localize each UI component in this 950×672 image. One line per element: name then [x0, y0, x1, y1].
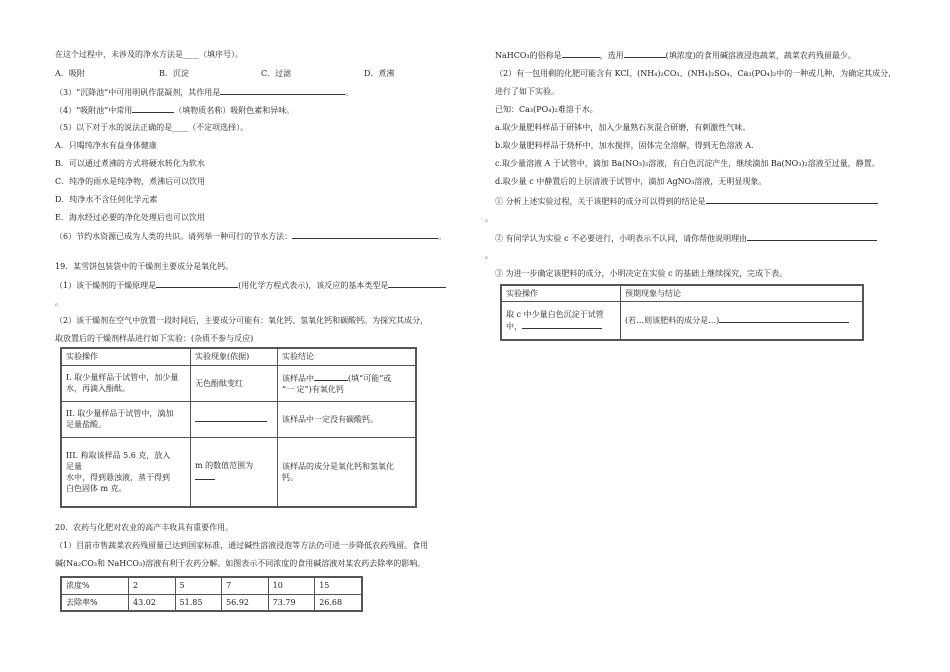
- cell-line: I. 取少量样品于试管中，加少量: [66, 373, 179, 382]
- q19-part1: [55, 279, 446, 291]
- q20-part1-line1: （1）目前市售蔬菜农药残留量已达到国家标准，通过碱性溶液浸泡等方法仍可进一步降低农药残留。食用: [55, 541, 429, 550]
- q20-step-c: c.取少量溶液 A 于试管中，滴加 Ba(NO₃)₂溶液，有白色沉淀产生，继续滴加 Ba(NO₃)₂溶液至过量，静置。: [495, 159, 880, 168]
- cell-text: 该样品中: [282, 373, 314, 383]
- table-row: [61, 365, 416, 401]
- q18-option-a: A．吸附: [55, 69, 85, 78]
- q20-step-b: b.取少量肥料样品于烧杯中，加水搅拌，固体完全溶解，得到无色溶液 A.: [495, 141, 754, 150]
- cell-line: “一 定”)有氧化钙: [282, 384, 344, 394]
- q20-text: (填浓度)的食用碱溶液浸泡蔬菜，蔬菜农药残留最少。: [665, 51, 856, 60]
- blank-field[interactable]: [719, 314, 849, 323]
- table-row: [61, 594, 362, 611]
- table-cell: [621, 302, 864, 340]
- q19-part1-text: （1）该干燥剂的干燥原理是: [55, 281, 157, 290]
- q18-part5-choice-a: A．只喝纯净水有益身体健康: [55, 141, 157, 150]
- cell-text: 中，: [506, 321, 522, 331]
- blank-field[interactable]: [156, 279, 238, 288]
- q20-fertilizer-table: [500, 284, 864, 341]
- table-cell: 无色酚酞变红: [191, 365, 278, 401]
- q19-experiment-table: [60, 347, 417, 508]
- table-cell: 5: [175, 577, 222, 594]
- q20-concentration-table: [60, 576, 363, 612]
- cell-line: 该样品的成分是氧化钙和氢氧化: [282, 461, 394, 471]
- cell-line: 足量盐酸。: [66, 420, 106, 429]
- q20-question-1: [495, 195, 878, 207]
- blank-field[interactable]: [624, 49, 666, 58]
- cell-line: III. 称取该样品 5.6 克，放入: [66, 450, 171, 460]
- blank-field[interactable]: [292, 230, 438, 239]
- table-header-row: [501, 285, 863, 302]
- q18-part5-choice-d: D．纯净水不含任何化学元素: [55, 195, 158, 204]
- cell-line: 取 c 中少量白色沉淀于试管: [506, 309, 604, 319]
- table-cell: 7: [222, 577, 269, 594]
- q20-step-d: d.取少量 c 中静置后的上层清液于试管中，滴加 AgNO₃溶液，无明显现象。: [495, 177, 767, 186]
- table-cell: [278, 365, 417, 401]
- table-row: [501, 302, 863, 340]
- q20-part1-line2: 碱(Na₂CO₃和 NaHCO₃)溶液有利于农药分解。如图表示不同浓度的食用碱溶液对某农药去除率的影响。: [55, 559, 426, 568]
- q18-part3-text: （3）“沉降池”中可用明矾作混凝剂，其作用是: [55, 88, 221, 97]
- blank-field[interactable]: [706, 195, 878, 204]
- cell-line: 钙。: [282, 472, 298, 482]
- q20-known: 已知：Ca₃(PO₄)₂难溶于水。: [495, 105, 598, 114]
- blank-field[interactable]: [314, 372, 348, 381]
- cell-line: 足量: [66, 461, 82, 471]
- q20-question-2: [495, 232, 877, 244]
- q20-step-a: a.取少量肥料样品于研钵中，加入少量熟石灰混合研磨，有刺激性气味。: [495, 123, 751, 132]
- q18-part5-choice-b: B．可以通过煮沸的方式将硬水转化为软水: [55, 159, 205, 168]
- q19-part1-text-mid: (用化学方程式表示)，该反应的基本类型是: [238, 281, 389, 290]
- period: 。: [438, 232, 447, 241]
- table-cell: 该样品中一定没有碳酸钙。: [278, 401, 417, 437]
- q18-option-d: D．煮沸: [364, 69, 395, 78]
- cell-line: 白色固体 m 克。: [66, 483, 127, 493]
- q18-part5-choice-c: C．纯净的雨水是纯净物，煮沸后可以饮用: [55, 177, 206, 186]
- q18-option-c: C．过滤: [261, 69, 292, 78]
- blank-field[interactable]: [195, 413, 267, 422]
- q20-text: NaHCO₃的俗称是: [495, 51, 562, 60]
- q20-q2-text: ② 有同学认为实验 c 不必要进行，小明表示不认同，请你帮他说明理由: [495, 234, 748, 243]
- q19-part1-end: 。: [55, 298, 63, 307]
- q20-question-3: ③ 为进一步确定该肥料的成分，小明决定在实验 c 的基础上继续探究，完成下表。: [495, 269, 788, 278]
- table-cell: 10: [268, 577, 315, 594]
- table-cell: 73.79: [268, 594, 315, 611]
- q18-part4: [55, 104, 294, 116]
- blank-field[interactable]: [132, 104, 174, 113]
- q18-part6: [55, 230, 446, 242]
- table-header-cell: 实验操作: [61, 348, 191, 365]
- cell-text: (若…则该肥料的成分是…): [625, 316, 720, 326]
- q18-part5-choice-e: E．海水经过必要的净化处理后也可以饮用: [55, 213, 205, 222]
- q18-option-b: B．沉淀: [159, 69, 189, 78]
- table-cell: [61, 437, 191, 507]
- table-cell: 去除率%: [61, 594, 129, 611]
- cell-text: m 的数值范围为: [195, 461, 254, 471]
- q19-part2-line1: （2）该干燥剂在空气中放置一段时间后，主要成分可能有：氧化钙、氢氧化钙和碳酸钙。为探究其成分，: [55, 316, 429, 325]
- table-cell: [278, 437, 417, 507]
- table-header-cell: 实验现象(依据): [191, 348, 278, 365]
- table-header-row: [61, 348, 416, 365]
- q20-nahco3-line: [495, 49, 856, 61]
- q20-text: ，选用: [599, 51, 624, 60]
- table-cell: 56.92: [222, 594, 269, 611]
- q18-part4-text-end: （填物质名称）吸附色素和异味。: [174, 106, 295, 115]
- blank-field[interactable]: [522, 320, 602, 329]
- table-cell: [61, 365, 191, 401]
- blank-field[interactable]: [747, 232, 877, 241]
- period: 。: [345, 88, 354, 97]
- blank-field[interactable]: [195, 471, 215, 480]
- table-header-cell: 实验操作: [501, 285, 621, 302]
- q20-q1-end: 。: [485, 214, 493, 223]
- table-row: [61, 437, 416, 507]
- cell-line: 水，再滴入酚酞。: [66, 384, 130, 393]
- table-cell: [61, 401, 191, 437]
- q18-part5: （5）以下对于水的说法正确的是____（不定项选择）。: [55, 123, 249, 132]
- table-cell: [191, 437, 278, 507]
- table-cell: 43.02: [129, 594, 176, 611]
- q18-part6-text: （6）节约水资源已成为人类的共识。请列举一种可行的节水方法：: [55, 232, 293, 241]
- table-header-cell: 实验结论: [278, 348, 417, 365]
- q18-method-line: 在这个过程中，未涉及的净水方法是____（填序号）。: [55, 50, 243, 59]
- q20-part2-line1: （2）有一包用剩的化肥可能含有 KCl、(NH₄)₂CO₃、(NH₄)₂SO₄、Ca₃(PO₄)₂中的一种或几种，为确定其成分，: [495, 69, 897, 78]
- cell-text: (填“可能”或: [348, 373, 392, 383]
- table-cell: [501, 302, 621, 340]
- q19-part2-line2: 取放置后的干燥剂样品进行如下实验：(杂质不参与反应): [55, 334, 254, 343]
- table-header-cell: 预期现象与结论: [621, 285, 864, 302]
- q20-part2-line2: 进行了如下实验。: [495, 87, 559, 96]
- blank-field[interactable]: [388, 279, 446, 288]
- table-cell: 浓度%: [61, 577, 129, 594]
- blank-field[interactable]: [562, 49, 600, 58]
- blank-field[interactable]: [220, 86, 345, 95]
- q20-q2-end: 。: [485, 251, 493, 260]
- q20-q1-text: ① 分析上述实验过程，关于该肥料的成分可以得到的结论是: [495, 197, 706, 206]
- q18-part3: [55, 86, 353, 98]
- table-row: [61, 401, 416, 437]
- cell-line: 水中，得到悬浊液，蒸干得到: [66, 472, 170, 482]
- q19-title: 19．某雪饼包装袋中的干燥剂主要成分是氧化钙。: [55, 262, 234, 271]
- q18-part4-text: （4）“吸附池”中常用: [55, 106, 133, 115]
- table-cell: 51.85: [175, 594, 222, 611]
- table-row: [61, 577, 362, 594]
- table-cell: 15: [315, 577, 362, 594]
- cell-line: II. 取少量样品于试管中，滴加: [66, 409, 174, 418]
- table-cell: [191, 401, 278, 437]
- table-cell: 2: [129, 577, 176, 594]
- q20-title: 20．农药与化肥对农业的高产丰收具有重要作用。: [55, 523, 234, 532]
- table-cell: 26.68: [315, 594, 362, 611]
